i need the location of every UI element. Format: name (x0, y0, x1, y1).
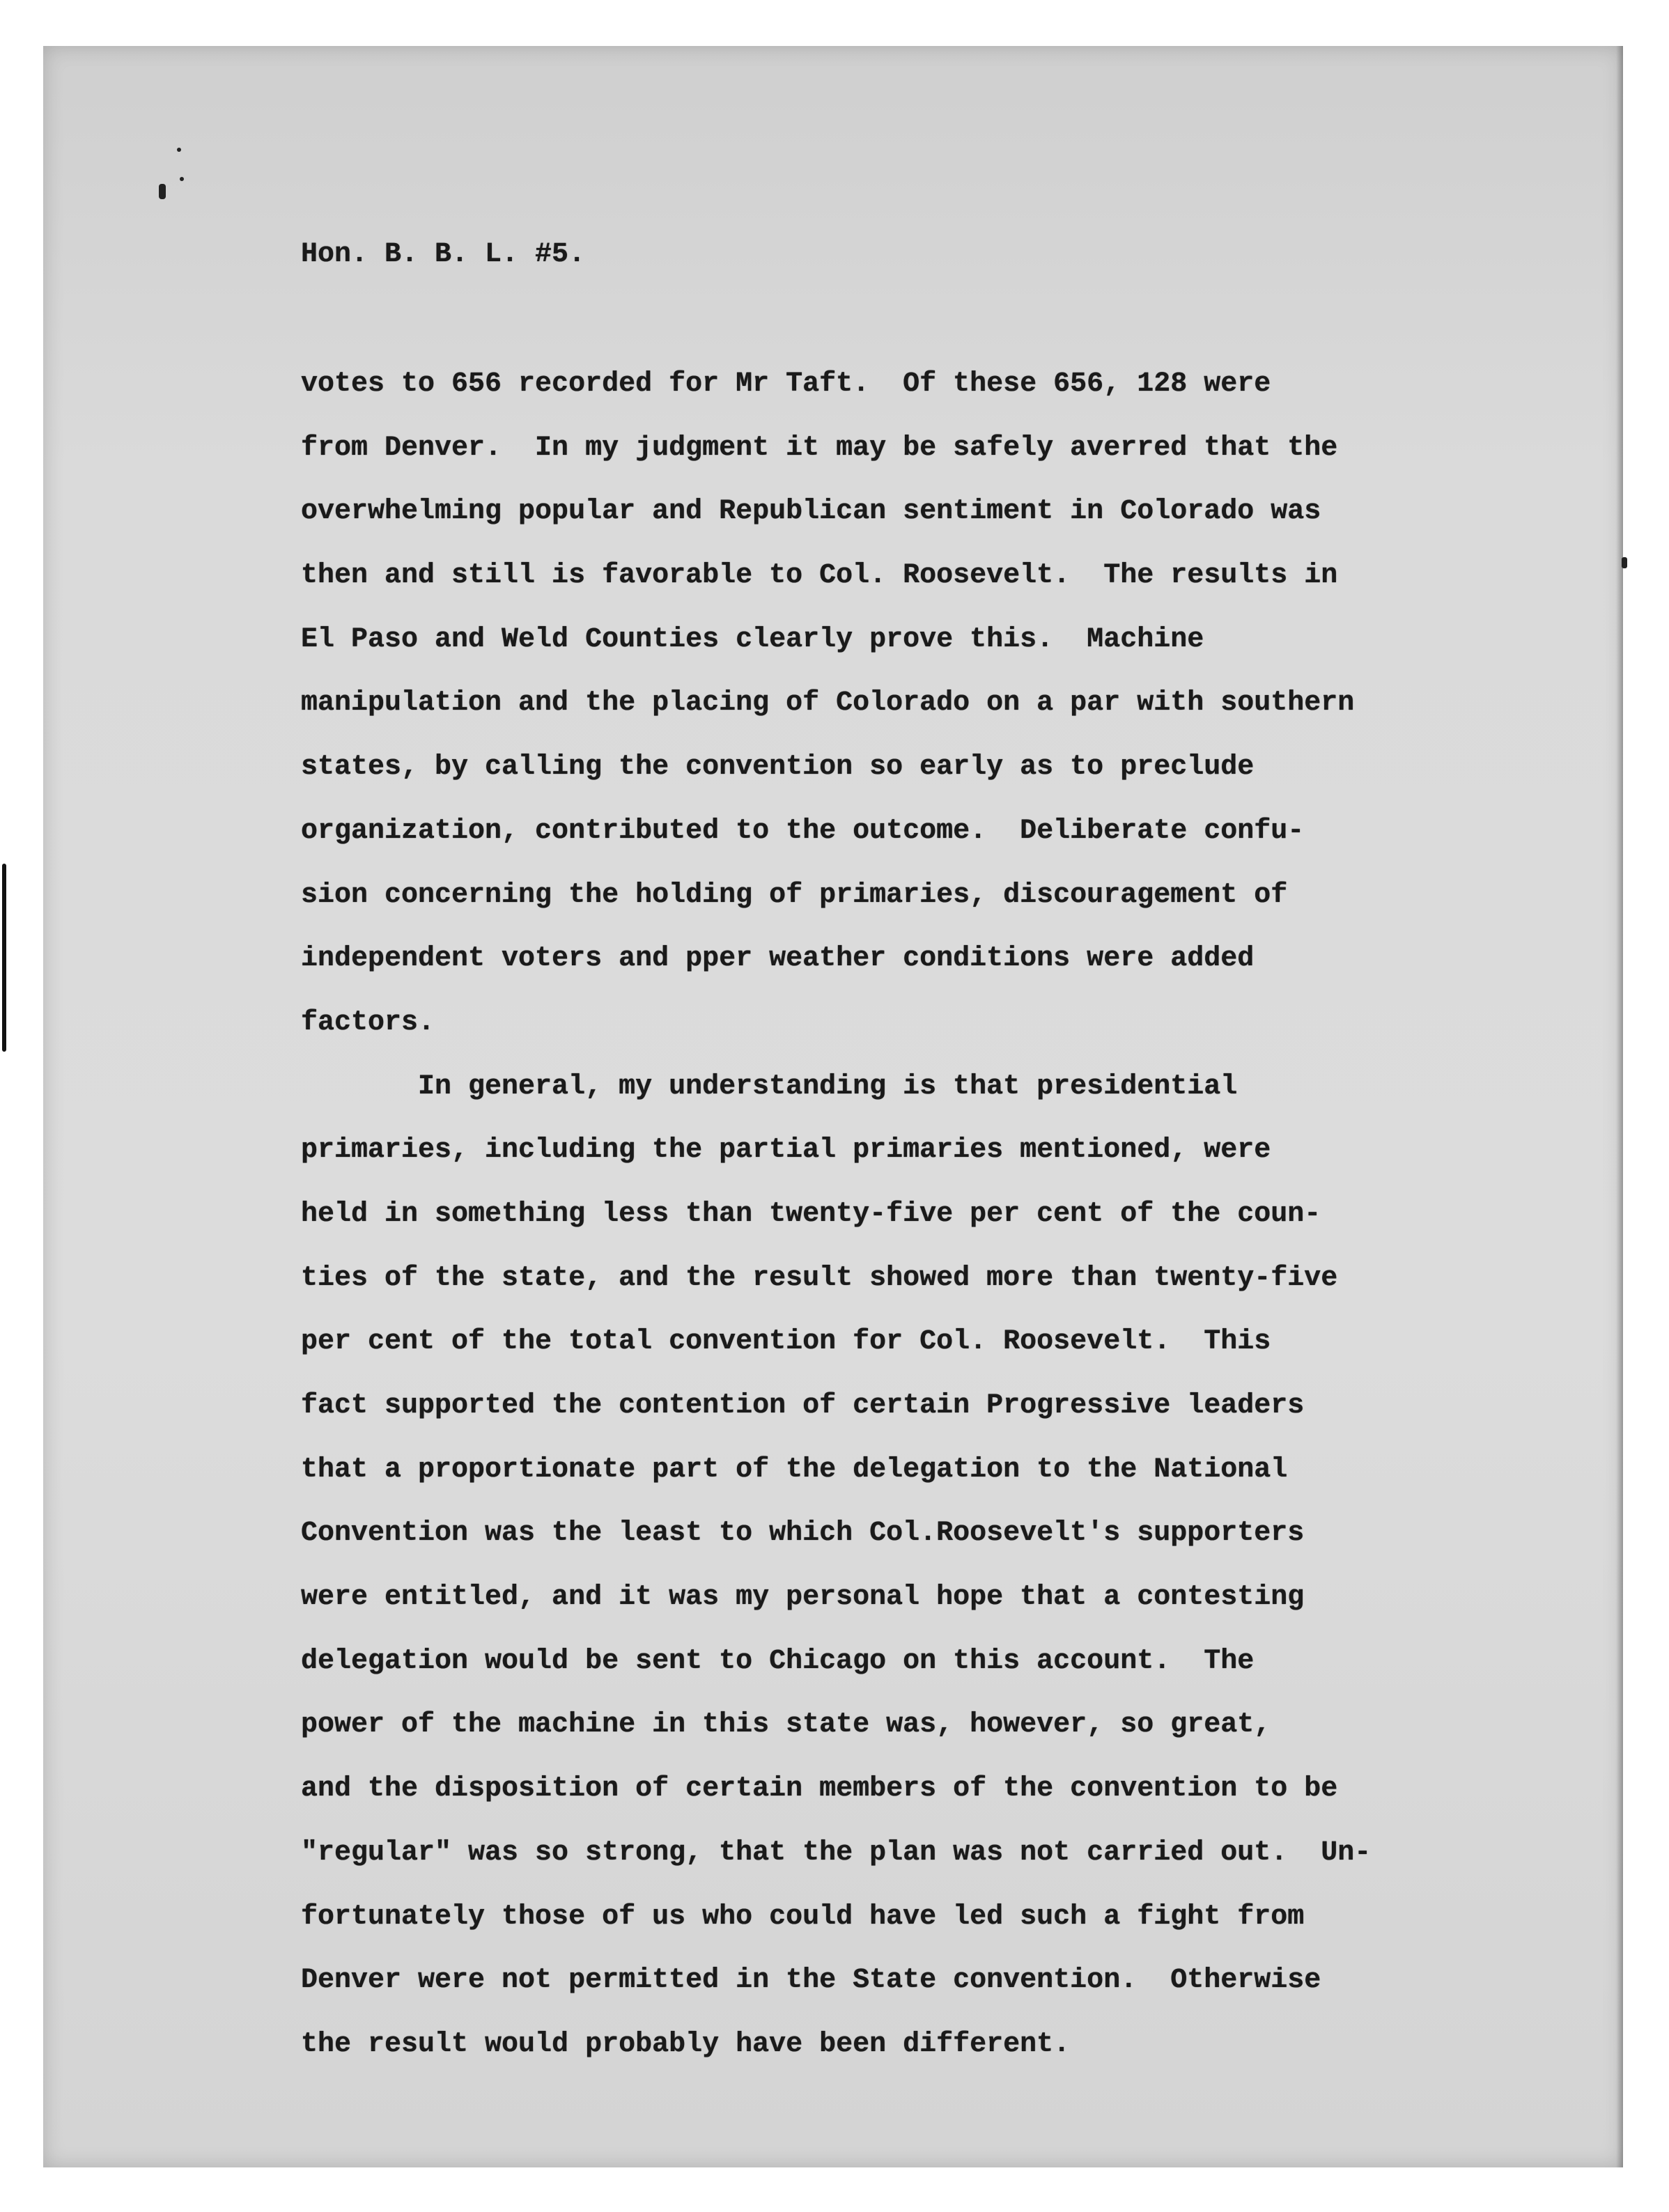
text-line: that a proportionate part of the delegation to the National (301, 1454, 1288, 1486)
text-line: votes to 656 recorded for Mr Taft. Of these 656, 128 were (301, 368, 1271, 400)
text-line: ties of the state, and the result showed more than twenty-five (301, 1262, 1338, 1294)
text-line: per cent of the total convention for Col. Roosevelt. This (301, 1326, 1271, 1358)
ink-speck (1622, 557, 1627, 568)
text-line: held in something less than twenty-five per cent of the coun- (301, 1198, 1321, 1230)
text-line: states, by calling the convention so early as to preclude (301, 751, 1255, 784)
text-line: the result would probably have been different. (301, 2028, 1071, 2060)
text-line: fact supported the contention of certain Progressive leaders (301, 1390, 1305, 1422)
text-line: In general, my understanding is that presidential (301, 1070, 1238, 1103)
text-line: manipulation and the placing of Colorado on a par with southern (301, 687, 1355, 719)
typed-letter-body (301, 230, 1527, 2077)
text-line: Convention was the least to which Col.Roosevelt's supporters (301, 1518, 1305, 1550)
text-line: independent voters and pper weather conditions were added (301, 943, 1255, 975)
text-line: delegation would be sent to Chicago on this account. The (301, 1645, 1255, 1677)
text-line: were entitled, and it was my personal hope that a contesting (301, 1582, 1305, 1614)
text-line: from Denver. In my judgment it may be safely averred that the (301, 432, 1338, 464)
text-line: primaries, including the partial primaries mentioned, were (301, 1135, 1271, 1167)
page-heading: Hon. B. B. L. #5. (301, 239, 586, 270)
text-line: "regular" was so strong, that the plan was not carried out. Un- (301, 1837, 1372, 1869)
ink-speck (159, 184, 166, 199)
text-line: then and still is favorable to Col. Roosevelt. The results in (301, 560, 1338, 592)
text-line: factors. (301, 1006, 435, 1038)
text-line: organization, contributed to the outcome. Deliberate confu- (301, 815, 1305, 847)
text-line: and the disposition of certain members of the convention to be (301, 1773, 1338, 1805)
ink-speck (177, 148, 181, 152)
text-line: overwhelming popular and Republican sentiment in Colorado was (301, 496, 1321, 528)
ink-speck (180, 177, 184, 181)
binding-mark (2, 864, 6, 1052)
text-line: power of the machine in this state was, however, so great, (301, 1709, 1271, 1741)
text-line: sion concerning the holding of primaries, discouragement of (301, 879, 1288, 911)
text-line: Denver were not permitted in the State convention. Otherwise (301, 1965, 1321, 1997)
text-line: fortunately those of us who could have led such a fight from (301, 1901, 1305, 1933)
paper-edge-shadow (1616, 46, 1623, 2167)
text-line: El Paso and Weld Counties clearly prove this. Machine (301, 623, 1204, 655)
